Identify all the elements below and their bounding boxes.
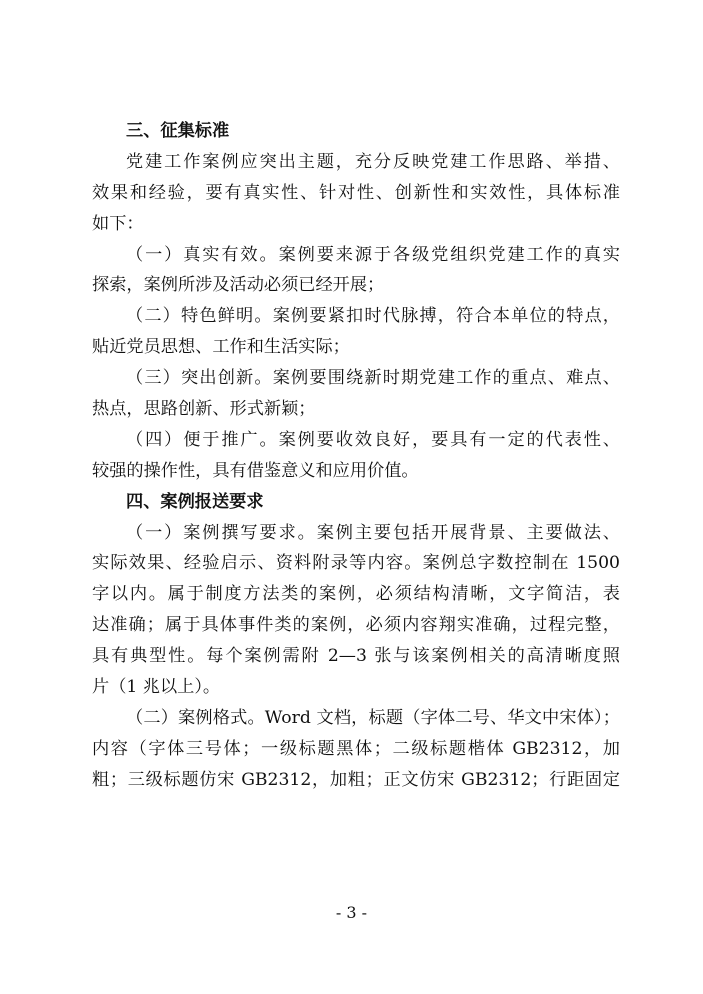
page-number: - 3 - bbox=[335, 903, 368, 922]
paragraph-first-line: （四）便于推广。案例要收效良好，要具有一定的代表性、 bbox=[126, 429, 620, 450]
paragraph-last-line: 如下： bbox=[92, 213, 144, 234]
paragraph-first-line: （一）真实有效。案例要来源于各级党组织党建工作的真实 bbox=[126, 244, 620, 265]
paragraph-last-line: 探索，案例所涉及活动必须已经开展； bbox=[92, 275, 385, 296]
paragraph-line: 粗；三级标题仿宋 GB2312，加粗；正文仿宋 GB2312；行距固定 bbox=[92, 769, 620, 790]
section-heading: 三、征集标准 bbox=[126, 121, 230, 141]
paragraph-line: 效果和经验，要有真实性、针对性、创新性和实效性，具体标准 bbox=[92, 182, 620, 203]
paragraph-last-line: 热点，思路创新、形式新颖； bbox=[92, 399, 316, 420]
section-heading: 四、案例报送要求 bbox=[126, 491, 264, 512]
paragraph-last-line: 片（1 兆以上）。 bbox=[92, 677, 221, 698]
paragraph-first-line: （二）案例格式。Word 文档，标题（字体二号、华文中宋体）； bbox=[126, 707, 620, 728]
paragraph-last-line: 贴近党员思想、工作和生活实际； bbox=[92, 337, 350, 358]
paragraph-last-line: 较强的操作性，具有借鉴意义和应用价值。 bbox=[92, 460, 419, 481]
paragraph-line: 达准确；属于具体事件类的案例，必须内容翔实准确，过程完整， bbox=[92, 615, 620, 636]
paragraph-first-line: （一）案例撰写要求。案例主要包括开展背景、主要做法、 bbox=[126, 522, 620, 543]
paragraph-first-line: （三）突出创新。案例要围绕新时期党建工作的重点、难点、 bbox=[126, 368, 620, 389]
paragraph-line: 内容（字体三号体；一级标题黑体；二级标题楷体 GB2312，加 bbox=[92, 738, 620, 759]
paragraph-first-line: 党建工作案例应突出主题，充分反映党建工作思路、举措、 bbox=[126, 151, 620, 172]
paragraph-first-line: （二）特色鲜明。案例要紧扣时代脉搏，符合本单位的特点， bbox=[126, 306, 620, 327]
paragraph-line: 实际效果、经验启示、资料附录等内容。案例总字数控制在 1500 bbox=[92, 553, 620, 574]
paragraph-line: 具有典型性。每个案例需附 2—3 张与该案例相关的高清晰度照 bbox=[92, 646, 620, 667]
body-text bbox=[92, 116, 620, 796]
paragraph-line: 字以内。属于制度方法类的案例，必须结构清晰，文字简洁，表 bbox=[92, 584, 620, 605]
